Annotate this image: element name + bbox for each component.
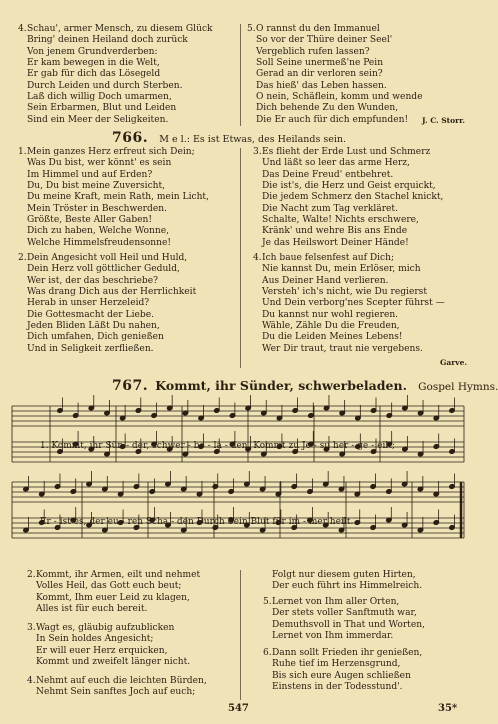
verse-line: Volles Heil, das Gott euch beut; [36, 581, 182, 592]
verse-number: 1. [18, 147, 27, 157]
verse-line: Er kam bewegen in die Welt, [27, 58, 160, 69]
hymn-766-verse-4 [253, 253, 445, 355]
verse-line: Die ist's, die Herz und Geist erquickt, [262, 181, 436, 192]
verse-line: Ich baue felsenfest auf Dich; [262, 253, 395, 263]
verse-line: Und Dein verborg'nes Scepter führst — [262, 298, 445, 309]
hymn-767-verse-3 [27, 623, 191, 668]
verse-line: Die jedem Schmerz den Stachel knickt, [262, 192, 444, 203]
verse-line: Es flieht der Erde Lust und Schmerz [262, 147, 431, 157]
verse-line: Du, Du bist meine Zuversicht, [27, 181, 166, 192]
column-divider [240, 570, 241, 700]
melody-reference: M e l.: Es ist Etwas, des Heilands sein. [159, 134, 347, 145]
verse-number: 5. [247, 24, 256, 34]
verse-line: Gerad an dir verloren sein? [256, 69, 383, 80]
verse-number: 4. [18, 24, 27, 34]
verse-line: Die Er auch für dich empfunden! [256, 114, 409, 125]
hymn-title: Kommt, ihr Sünder, schwerbeladen. [155, 378, 407, 393]
verse-number: 3. [253, 147, 262, 157]
verse-line: Du kannst nur wohl regieren. [262, 309, 399, 320]
hymn-766-verse-3 [253, 147, 444, 249]
page-number: 547 [228, 703, 249, 714]
top-right-verse [247, 24, 423, 126]
verse-line: Dein Angesicht voll Heil und Huld, [27, 253, 188, 263]
music-lyric-line-1: 1. Kommt, ihr Sün - der, schwer - be - la - den, Kommt zu Je - su her - ge - eilt; [40, 441, 396, 451]
hymn-number: 767. [112, 378, 149, 394]
author-signature: J. C. Storr. [422, 116, 465, 125]
verse-line: Dann sollt Frieden ihr genießen, [272, 648, 423, 658]
verse-line: Schau', armer Mensch, zu diesem Glück [27, 24, 213, 34]
column-divider [240, 148, 241, 368]
verse-line: Sind ein Meer der Seligkeiten. [27, 114, 169, 125]
verse-line: Und läßt so leer das arme Herz, [262, 158, 410, 169]
verse-line: Lernet von Ihm immerdar. [272, 631, 394, 642]
verse-line: Der euch führt ins Himmelreich. [272, 581, 423, 592]
verse-line: Demuthsvoll in That und Worten, [272, 619, 425, 630]
verse-line: Und in Seligkeit zerfließen. [27, 343, 154, 354]
verse-line: Durch Leiden und durch Sterben. [27, 80, 183, 91]
author-signature: Garve. [440, 358, 467, 367]
verse-line: Wer Dir traut, traut nie vergebens. [262, 343, 423, 354]
verse-line: Nie kannst Du, mein Erlöser, mich [262, 264, 421, 275]
verse-line: Dich umfahen, Dich genießen [27, 332, 164, 343]
verse-line: Was Du bist, wer könnt' es sein [27, 158, 172, 169]
verse-line: Wagt es, gläubig aufzublicken [36, 623, 175, 633]
verse-line: Er gab für dich das Lösegeld [27, 69, 161, 80]
top-left-verse [18, 24, 213, 126]
hymn-767-verse-5 [263, 597, 425, 642]
hymn-767-header [112, 378, 498, 394]
verse-line: Du die Leiden Meines Lebens! [262, 332, 403, 343]
signature-mark: 35* [438, 703, 458, 714]
verse-line: Folgt nur diesem guten Hirten, [272, 570, 416, 580]
verse-line: Du meine Kraft, mein Rath, mein Licht, [27, 192, 209, 203]
verse-line: So vor der Thüre deiner Seel' [256, 35, 393, 46]
verse-line: Einstens in der Todesstund'. [272, 682, 403, 693]
verse-line: Herab in unser Herzeleid? [27, 298, 150, 309]
hymn-number: 766. [112, 130, 149, 146]
verse-line: Dein Herz voll göttlicher Geduld, [27, 264, 180, 275]
hymn-767-verse-4 [27, 676, 207, 699]
verse-number: 4. [27, 676, 36, 686]
hymn-767-verse-2 [27, 570, 201, 615]
hymn-767-verse-4-cont [272, 570, 422, 593]
music-lyric-line-2: Er - ist es, der eu - ren Scha - den Durch Sein Blut für im - mer heilt. [40, 517, 354, 527]
verse-line: Mein ganzes Herz erfreut sich Dein; [27, 147, 195, 157]
verse-line: Mein Tröster in Beschwerden. [27, 203, 167, 214]
verse-line: Kommt, ihr Armen, eilt und nehmet [36, 570, 201, 580]
hymn-766-header [112, 130, 346, 146]
verse-line: Wähle, Zähle Du die Freuden, [262, 321, 400, 332]
verse-line: Kommt, Ihm euer Leid zu klagen, [36, 592, 190, 603]
verse-number: 2. [27, 570, 36, 580]
verse-line: Die Nacht zum Tag verkläret. [262, 203, 398, 214]
verse-line: Die Gottesmacht der Liebe. [27, 309, 154, 320]
verse-line: Nehmt Sein sanftes Joch auf euch; [36, 687, 196, 698]
verse-line: Je das Heilswort Deiner Hände! [262, 237, 409, 248]
verse-line: Nehmt auf euch die leichten Bürden, [36, 676, 207, 686]
verse-line: Lernet von Ihm aller Orten, [272, 597, 400, 607]
verse-number: 4. [253, 253, 262, 263]
verse-line: Schalte, Walte! Nichts erschwere, [262, 215, 419, 226]
verse-line: Im Himmel und auf Erden? [27, 169, 153, 180]
verse-line: Von jenem Grundverderben: [27, 46, 158, 57]
hymn-766-verse-2 [18, 253, 197, 355]
verse-line: Sein Erbarmen, Blut und Leiden [27, 103, 177, 114]
verse-line: Alles ist für euch bereit. [36, 604, 148, 615]
verse-line: Er will euer Herz erquicken, [36, 645, 168, 656]
verse-line: Bis sich eure Augen schließen [272, 670, 411, 681]
column-divider [240, 24, 241, 126]
verse-line: Was drang Dich aus der Herrlichkeit [27, 287, 197, 298]
verse-line: In Sein holdes Angesicht; [36, 634, 154, 645]
verse-line: Größte, Beste Aller Gaben! [27, 215, 153, 226]
verse-line: Kränk' und wehre Bis ans Ende [262, 226, 408, 237]
verse-number: 2. [18, 253, 27, 263]
verse-line: O nein, Schäflein, komm und wende [256, 92, 423, 103]
hymn-767-verse-6 [263, 648, 423, 693]
verse-line: O rannst du den Immanuel [256, 24, 380, 34]
verse-line: Welche Himmelsfreudensonne! [27, 237, 172, 248]
verse-line: Versteh' ich's nicht, wie Du regierst [262, 287, 427, 298]
verse-line: Ruhe tief im Herzensgrund, [272, 659, 401, 670]
verse-line: Kommt und zweifelt länger nicht. [36, 657, 191, 668]
verse-line: Wer ist, der das beschriebe? [27, 275, 159, 286]
verse-number: 5. [263, 597, 272, 607]
music-score [12, 398, 470, 568]
verse-line: Dich zu haben, Welche Wonne, [27, 226, 170, 237]
verse-line: Bring' deinen Heiland doch zurück [27, 35, 188, 46]
hymn-766-verse-1 [18, 147, 209, 249]
verse-line: Soll Seine unermeß'ne Pein [256, 58, 384, 69]
verse-number: 6. [263, 648, 272, 658]
verse-line: Jeden Bliden Läßt Du nahen, [27, 321, 160, 332]
verse-line: Das Deine Freud' entbehret. [262, 169, 394, 180]
verse-line: Das hieß' das Leben hassen. [256, 80, 387, 91]
hymn-source: Gospel Hymns. [418, 381, 498, 393]
verse-line: Vergeblich rufen lassen? [256, 46, 370, 57]
verse-line: Der stets voller Sanftmuth war, [272, 608, 417, 619]
verse-number: 3. [27, 623, 36, 633]
verse-line: Aus Deiner Hand verlieren. [262, 275, 389, 286]
verse-line: Laß dich willig Doch umarmen, [27, 92, 172, 103]
verse-line: Dich behende Zu den Wunden, [256, 103, 399, 114]
